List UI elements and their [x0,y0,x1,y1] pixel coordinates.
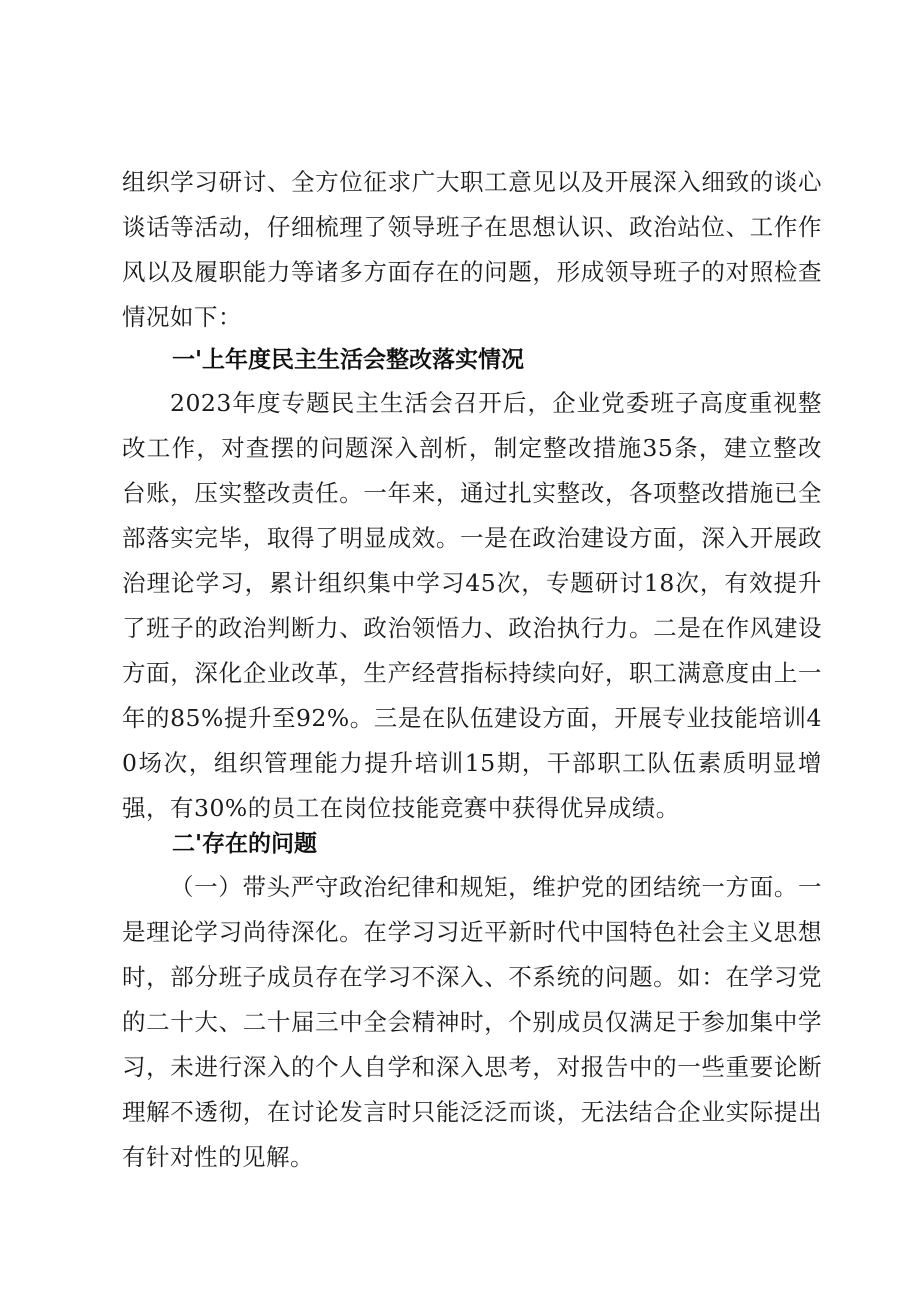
section-1-paragraph: 2023年度专题民主生活会召开后，企业党委班子高度重视整改工作，对查摆的问题深入剖析，制定整改措施35条，建立整改台账，压实整改责任。一年来，通过扎实整改，各项整改措施已全部落实完毕，取得了明显成效。一是在政治建设方面，深入开展政治理论学习，累计组织集中学习45次，专题研讨18次，有效提升了班子的政治判断力、政治领悟力、政治执行力。二是在作风建设方面，深化企业改革，生产经营指标持续向好，职工满意度由上一年的85%提升至92%。三是在队伍建设方面，开展专业技能培训40场次，组织管理能力提升培训15期，干部职工队伍素质明显增强，有30%的员工在岗位技能竞赛中获得优异成绩。 [122,389,822,822]
intro-paragraph: 组织学习研讨、全方位征求广大职工意见以及开展深入细致的谈心谈话等活动，仔细梳理了领导班子在思想认识、政治站位、工作作风以及履职能力等诸多方面存在的问题，形成领导班子的对照检查情况如下： [122,168,822,331]
section-2-paragraph: （一）带头严守政治纪律和规矩，维护党的团结统一方面。一是理论学习尚待深化。在学习习近平新时代中国特色社会主义思想时，部分班子成员存在学习不深入、不系统的问题。如：在学习党的二十大、二十届三中全会精神时，个别成员仅满足于参加集中学习，未进行深入的个人自学和深入思考，对报告中的一些重要论断理解不透彻，在讨论发言时只能泛泛而谈，无法结合企业实际提出有针对性的见解。 [122,873,822,1171]
section-2-heading: 二'存在的问题 [172,831,318,857]
section-1-heading: 一'上年度民主生活会整改落实情况 [172,347,525,373]
